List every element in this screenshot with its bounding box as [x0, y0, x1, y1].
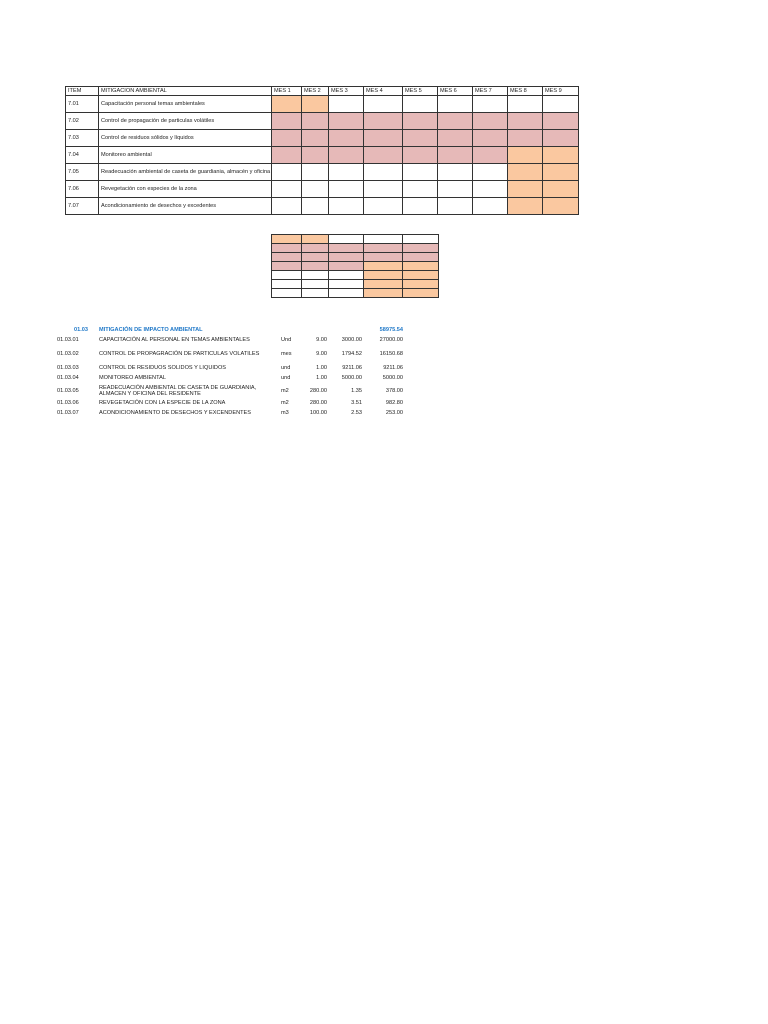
- schedule-item-desc: Acondicionamiento de desechos y excedentes: [99, 198, 272, 215]
- budget-row-total: 982.80: [385, 400, 403, 406]
- schedule-item-code: 7.04: [66, 147, 99, 164]
- schedule-empty-cell: [364, 96, 403, 113]
- schedule-empty-cell: [473, 164, 508, 181]
- schedule-empty-cell: [329, 198, 364, 215]
- mini-grid-filled-cell: [403, 262, 439, 271]
- schedule-empty-cell: [473, 181, 508, 198]
- budget-row-code: 01.03.05: [57, 388, 79, 394]
- budget-row-qty: 9.00: [316, 337, 327, 343]
- budget-row-unit: mes: [281, 351, 292, 357]
- mini-grid-row: [272, 253, 439, 262]
- schedule-filled-cell: [403, 147, 438, 164]
- mini-grid-filled-cell: [403, 244, 439, 253]
- schedule-row: [66, 130, 579, 147]
- mini-grid-filled-cell: [364, 271, 403, 280]
- mini-grid-row: [272, 235, 439, 244]
- budget-row-unit: und: [281, 375, 291, 381]
- budget-row-price: 3000.00: [341, 337, 362, 343]
- budget-row: [55, 351, 415, 365]
- schedule-empty-cell: [364, 181, 403, 198]
- schedule-empty-cell: [302, 164, 329, 181]
- schedule-filled-cell: [302, 147, 329, 164]
- mini-grid-row: [272, 262, 439, 271]
- budget-row: [55, 385, 415, 400]
- mini-grid-filled-cell: [272, 262, 302, 271]
- budget-row-unit: Und: [281, 337, 292, 343]
- budget-row-desc: CONTROL DE PROPAGRACIÓN DE PARTICULAS VOLATILES: [99, 351, 260, 357]
- budget-header-row: [55, 327, 415, 337]
- budget-row-unit: m2: [281, 388, 289, 394]
- budget-row-total: 9211.06: [383, 365, 403, 371]
- budget-row-qty: 1.00: [316, 375, 327, 381]
- mini-grid-row: [272, 271, 439, 280]
- budget-row-unit: m2: [281, 400, 289, 406]
- budget-header-total: 58975.54: [379, 327, 403, 333]
- schedule-empty-cell: [438, 181, 473, 198]
- budget-row-price: 1794.52: [341, 351, 362, 357]
- schedule-filled-cell: [473, 113, 508, 130]
- budget-row-qty: 1.00: [316, 365, 327, 371]
- mini-grid-empty-cell: [272, 271, 302, 280]
- schedule-row: [66, 147, 579, 164]
- mini-grid-empty-cell: [403, 235, 439, 244]
- schedule-filled-cell: [364, 147, 403, 164]
- schedule-header-cell: MES 5: [403, 87, 438, 96]
- schedule-filled-cell: [543, 130, 579, 147]
- schedule-filled-cell: [508, 198, 543, 215]
- schedule-empty-cell: [438, 164, 473, 181]
- schedule-row: [66, 198, 579, 215]
- schedule-filled-cell: [364, 113, 403, 130]
- schedule-filled-cell: [473, 147, 508, 164]
- schedule-empty-cell: [272, 181, 302, 198]
- budget-row-desc: REVEGETACIÓN CON LA ESPECIE DE LA ZONA: [99, 400, 226, 406]
- budget-row-qty: 9.00: [316, 351, 327, 357]
- schedule-filled-cell: [302, 113, 329, 130]
- schedule-filled-cell: [329, 147, 364, 164]
- schedule-item-desc: Revegetación con especies de la zona: [99, 181, 272, 198]
- mini-grid-empty-cell: [364, 235, 403, 244]
- schedule-filled-cell: [272, 96, 302, 113]
- schedule-header-cell: MES 1: [272, 87, 302, 96]
- budget-row: [55, 365, 415, 375]
- schedule-filled-cell: [272, 130, 302, 147]
- schedule-item-code: 7.03: [66, 130, 99, 147]
- schedule-empty-cell: [364, 198, 403, 215]
- schedule-item-desc: Monitoreo ambiental: [99, 147, 272, 164]
- budget-row-price: 1.35: [351, 388, 362, 394]
- schedule-empty-cell: [302, 181, 329, 198]
- schedule-empty-cell: [403, 198, 438, 215]
- schedule-filled-cell: [438, 113, 473, 130]
- mini-grid-empty-cell: [302, 280, 329, 289]
- schedule-filled-cell: [508, 113, 543, 130]
- schedule-empty-cell: [364, 164, 403, 181]
- mini-grid-filled-cell: [329, 253, 364, 262]
- budget-row-total: 378.00: [385, 388, 403, 394]
- budget-row: [55, 410, 415, 420]
- budget-row-desc: ACONDICIONAMIENTO DE DESECHOS Y EXCENDENTES: [99, 410, 251, 416]
- mini-grid-filled-cell: [403, 253, 439, 262]
- budget-row-price: 9211.06: [342, 365, 362, 371]
- schedule-header-cell: MES 2: [302, 87, 329, 96]
- budget-row-total: 27000.00: [379, 337, 403, 343]
- mini-grid-filled-cell: [403, 280, 439, 289]
- schedule-filled-cell: [508, 147, 543, 164]
- schedule-empty-cell: [272, 164, 302, 181]
- mini-grid-empty-cell: [272, 280, 302, 289]
- schedule-item-code: 7.05: [66, 164, 99, 181]
- schedule-empty-cell: [473, 96, 508, 113]
- mini-grid-empty-cell: [302, 271, 329, 280]
- schedule-filled-cell: [438, 130, 473, 147]
- schedule-empty-cell: [403, 181, 438, 198]
- schedule-filled-cell: [302, 130, 329, 147]
- mini-grid-filled-cell: [403, 289, 439, 298]
- budget-row-code: 01.03.03: [57, 365, 79, 371]
- schedule-item-desc: Control de residuos sólidos y líquidos: [99, 130, 272, 147]
- schedule-filled-cell: [403, 113, 438, 130]
- schedule-filled-cell: [473, 130, 508, 147]
- schedule-item-desc: Readecuación ambiental de caseta de guardiania, almacén y oficina: [99, 164, 272, 181]
- schedule-item-code: 7.02: [66, 113, 99, 130]
- budget-row-desc: CONTROL DE RESIDUOS SOLIDOS Y LIQUIDOS: [99, 365, 227, 371]
- budget-row-qty: 280.00: [309, 400, 327, 406]
- schedule-header-cell: MITIGACION AMBIENTAL: [99, 87, 272, 96]
- schedule-row: [66, 96, 579, 113]
- mini-grid-filled-cell: [272, 244, 302, 253]
- schedule-empty-cell: [329, 96, 364, 113]
- mini-schedule-grid: [271, 234, 439, 298]
- schedule-header-cell: ITEM: [66, 87, 99, 96]
- schedule-row: [66, 181, 579, 198]
- budget-row-code: 01.03.07: [57, 410, 79, 416]
- schedule-empty-cell: [438, 198, 473, 215]
- budget-row-price: 3.51: [351, 400, 362, 406]
- budget-row: [55, 337, 415, 351]
- schedule-header-cell: MES 9: [543, 87, 579, 96]
- mini-grid-filled-cell: [364, 244, 403, 253]
- schedule-header-cell: MES 8: [508, 87, 543, 96]
- budget-row-code: 01.03.01: [57, 337, 79, 343]
- mini-grid-filled-cell: [302, 235, 329, 244]
- budget-row-desc: ALMACEN Y OFICINA DEL RESIDENTE: [99, 391, 201, 397]
- schedule-filled-cell: [329, 113, 364, 130]
- mini-grid-filled-cell: [302, 244, 329, 253]
- schedule-filled-cell: [508, 130, 543, 147]
- mini-grid-filled-cell: [272, 235, 302, 244]
- schedule-filled-cell: [508, 164, 543, 181]
- schedule-row: [66, 164, 579, 181]
- schedule-header-cell: MES 6: [438, 87, 473, 96]
- budget-row-code: 01.03.06: [57, 400, 79, 406]
- schedule-item-desc: Capacitación personal temas ambientales: [99, 96, 272, 113]
- schedule-empty-cell: [438, 96, 473, 113]
- schedule-filled-cell: [272, 147, 302, 164]
- mini-grid-empty-cell: [329, 235, 364, 244]
- schedule-filled-cell: [543, 147, 579, 164]
- schedule-empty-cell: [272, 198, 302, 215]
- schedule-filled-cell: [329, 130, 364, 147]
- budget-row-code: 01.03.04: [57, 375, 79, 381]
- budget-row-price: 5000.00: [341, 375, 362, 381]
- schedule-filled-cell: [543, 164, 579, 181]
- schedule-item-code: 7.07: [66, 198, 99, 215]
- schedule-header-row: [66, 87, 579, 96]
- mini-grid-row: [272, 280, 439, 289]
- schedule-table: [65, 86, 579, 215]
- schedule-empty-cell: [473, 198, 508, 215]
- mini-grid-filled-cell: [364, 262, 403, 271]
- budget-row-total: 16150.68: [379, 351, 403, 357]
- schedule-empty-cell: [329, 181, 364, 198]
- mini-grid-filled-cell: [329, 262, 364, 271]
- schedule-empty-cell: [302, 198, 329, 215]
- mini-grid-filled-cell: [329, 244, 364, 253]
- schedule-header-cell: MES 7: [473, 87, 508, 96]
- budget-row-qty: 280.00: [309, 388, 327, 394]
- budget-row-desc: MONITOREO AMBIENTAL: [99, 375, 166, 381]
- schedule-empty-cell: [543, 96, 579, 113]
- budget-row-unit: und: [281, 365, 291, 371]
- schedule-empty-cell: [329, 164, 364, 181]
- schedule-header-cell: MES 4: [364, 87, 403, 96]
- mini-grid-empty-cell: [329, 271, 364, 280]
- mini-grid-filled-cell: [302, 253, 329, 262]
- schedule-filled-cell: [403, 130, 438, 147]
- mini-grid-empty-cell: [329, 280, 364, 289]
- schedule-filled-cell: [364, 130, 403, 147]
- mini-grid-row: [272, 289, 439, 298]
- mini-grid-filled-cell: [364, 253, 403, 262]
- schedule-filled-cell: [302, 96, 329, 113]
- schedule-item-code: 7.01: [66, 96, 99, 113]
- mini-grid-empty-cell: [272, 289, 302, 298]
- schedule-filled-cell: [543, 113, 579, 130]
- schedule-item-desc: Control de propagación de particulas volátiles: [99, 113, 272, 130]
- budget-row-total: 5000.00: [382, 375, 403, 381]
- budget-header-desc: MITIGACIÓN DE IMPACTO AMBIENTAL: [99, 327, 203, 333]
- mini-grid-filled-cell: [403, 271, 439, 280]
- budget-section: [55, 327, 415, 420]
- schedule-empty-cell: [508, 96, 543, 113]
- schedule-empty-cell: [403, 164, 438, 181]
- mini-grid-row: [272, 244, 439, 253]
- mini-grid-filled-cell: [364, 280, 403, 289]
- budget-header-code: 01.03: [74, 327, 88, 333]
- mini-grid-empty-cell: [329, 289, 364, 298]
- budget-row: [55, 375, 415, 385]
- budget-row-desc: READECUACIÓN AMBIENTAL DE CASETA DE GUARDIANIA,: [99, 385, 257, 391]
- schedule-filled-cell: [272, 113, 302, 130]
- schedule-filled-cell: [543, 198, 579, 215]
- mini-grid-filled-cell: [364, 289, 403, 298]
- schedule-empty-cell: [403, 96, 438, 113]
- budget-row: [55, 400, 415, 410]
- budget-row-unit: m3: [281, 410, 289, 416]
- schedule-filled-cell: [438, 147, 473, 164]
- budget-row-price: 2.53: [351, 410, 362, 416]
- budget-row-total: 253.00: [385, 410, 403, 416]
- schedule-item-code: 7.06: [66, 181, 99, 198]
- budget-row-desc: CAPACITACIÓN AL PERSONAL EN TEMAS AMBIENTALES: [99, 337, 250, 343]
- budget-row-qty: 100.00: [309, 410, 327, 416]
- budget-row-code: 01.03.02: [57, 351, 79, 357]
- schedule-row: [66, 113, 579, 130]
- schedule-header-cell: MES 3: [329, 87, 364, 96]
- mini-grid-filled-cell: [272, 253, 302, 262]
- schedule-filled-cell: [543, 181, 579, 198]
- mini-grid-filled-cell: [302, 262, 329, 271]
- mini-grid-empty-cell: [302, 289, 329, 298]
- schedule-filled-cell: [508, 181, 543, 198]
